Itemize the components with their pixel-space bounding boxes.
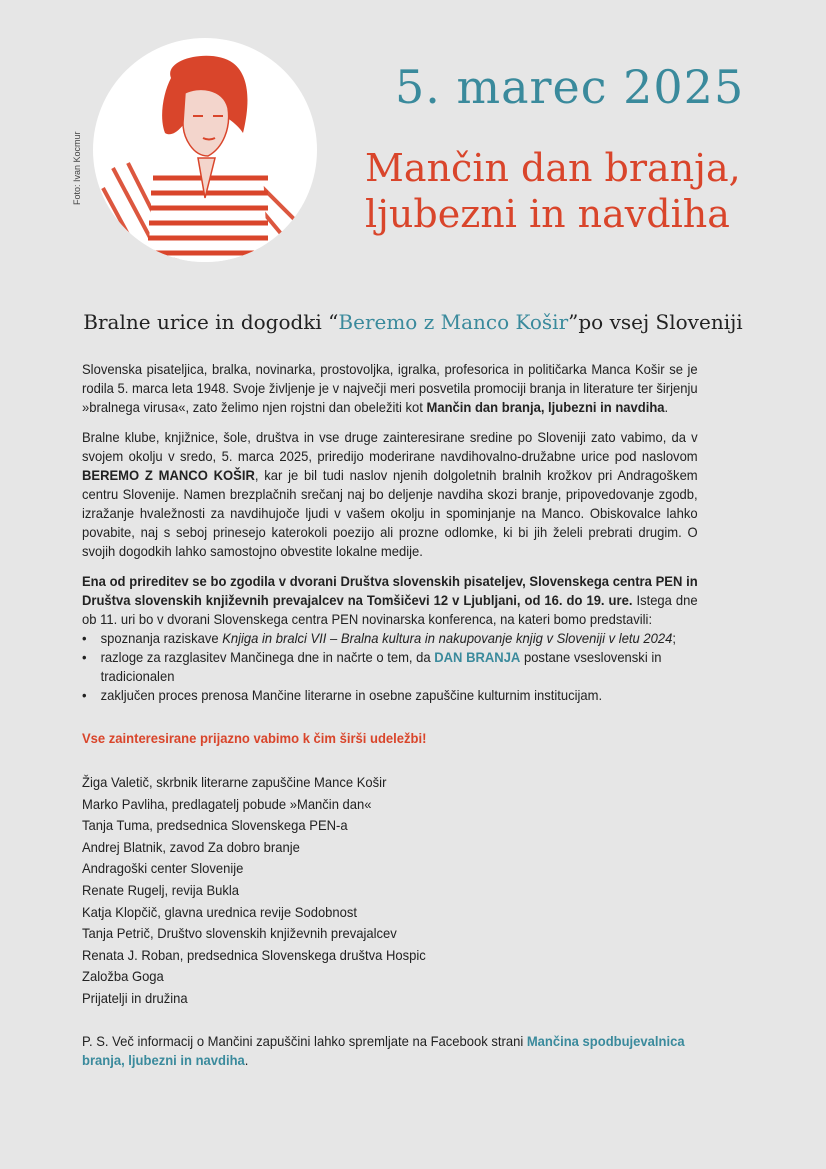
portrait-photo (93, 38, 317, 262)
list-item: • zaključen proces prenosa Mančine literarne in osebne zapuščine kulturnim institucijam. (97, 686, 698, 705)
signer-item: Marko Pavliha, predlagatelj pobude »Mančin dan« (82, 795, 372, 812)
intro-bold: Mančin dan branja, ljubezni in navdiha (426, 399, 665, 415)
signer-item: Prijatelji in družina (82, 989, 188, 1006)
ps-text: P. S. Več informacij o Mančini zapuščini lahko spremljate na Facebook strani (82, 1032, 527, 1049)
bullet-text: spoznanja raziskave (100, 630, 223, 646)
signers-list (82, 772, 698, 1010)
subtitle (0, 310, 826, 334)
intro-paragraph (82, 360, 698, 417)
ps-end: . (244, 1051, 249, 1068)
invitation-text-1: Bralne klube, knjižnice, šole, društva in vse druge zainteresirane sredine po Sloveniji zato vabimo, da v svojem okolju v sredo, 5. marca 2025, priredijo moderirane navdihovalno-družabne urice pod naslovom (82, 429, 698, 464)
intro-text: Slovenska pisateljica, bralka, novinarka, prostovoljka, igralka, profesorica in političarka Manca Košir se je rodila 5. marca leta 1948. Svoje življenje je v največji meri posvetila promociji branja in literature ter širjenju »bralnega virusa«, zato želimo njen rojstni dan obeležiti kot (82, 361, 698, 415)
signer-item: Renata J. Roban, predsednica Slovenskega društva Hospic (82, 946, 426, 963)
event-paragraph (82, 572, 698, 629)
conference-topics (82, 629, 698, 705)
subtitle-before: Bralne urice in dogodki “ (83, 310, 339, 334)
event-title (365, 145, 785, 238)
invite-line: Vse zainteresirane prijazno vabimo k čim širši udeležbi! (82, 730, 427, 746)
signer-item: Renate Rugelj, revija Bukla (82, 881, 240, 898)
signer-item: Andragoški center Slovenije (82, 860, 244, 877)
invitation-bold: BEREMO Z MANCO KOŠIR (82, 467, 255, 483)
research-title: Knjiga in bralci VII – Bralna kultura in nakupovanje knjig v Sloveniji v letu 2024 (222, 630, 673, 646)
invitation-text-2: , kar je bil tudi naslov njenih dolgoletnih bralnih krožkov pri Andragoškem centru Slovenije. Namen brezplačnih srečanj naj bo deljenje navdiha skozi branje, pripovedovanje zgodb, izražanje hvaležnosti za navdihujoče ljudi v vašem okolju in spominjanje na Manco. Obiskovalce lahko povabite, naj s seboj prinesejo katerokoli poezijo ali prozne odlomke, ki bi jih želeli prebrati drugim. O svojih dogodkih lahko samostojno obvestite lokalne medije. (82, 467, 698, 559)
facebook-page-link[interactable]: Mančina spodbujevalnica branja, ljubezni in navdiha (82, 1032, 685, 1068)
signer-item: Tanja Petrič, Društvo slovenskih književnih prevajalcev (82, 925, 397, 942)
ps-paragraph (82, 1032, 698, 1070)
list-item (97, 648, 698, 686)
event-date: 5. marec 2025 (395, 60, 745, 114)
dan-branja-highlight: DAN BRANJA (434, 649, 521, 665)
invitation-paragraph (82, 428, 698, 561)
signer-item: Žiga Valetič, skrbnik literarne zapuščine Mance Košir (82, 774, 387, 790)
signer-item: Katja Klopčič, glavna urednica revije Sodobnost (82, 903, 358, 920)
photo-credit: Foto: Ivan Kocmur (72, 131, 82, 205)
subtitle-after: ”po vsej Sloveniji (568, 310, 743, 334)
title-line-2: ljubezni in navdiha (365, 192, 730, 237)
list-item (97, 629, 698, 648)
signer-item: Založba Goga (82, 968, 164, 985)
main-content (82, 360, 698, 1081)
signer-item: Andrej Blatnik, zavod Za dobro branje (82, 838, 300, 855)
bullet-text: razloge za razglasitev Mančinega dne in načrte o tem, da (100, 649, 435, 665)
bullet-end: ; (672, 630, 676, 646)
intro-end: . (664, 399, 669, 415)
bullet-end: postane vseslovenski in tradicionalen (100, 649, 662, 684)
event-bold: Ena od prireditev se bo zgodila v dvorani Društva slovenskih pisateljev, Slovenskega centra PEN in Društva slovenskih književnih prevajalcev na Tomšičevi 12 v Ljubljani, od 16. do 19. ure. (82, 573, 698, 608)
title-line-1: Mančin dan branja, (365, 146, 741, 190)
subtitle-highlight: Beremo z Manco Košir (338, 310, 569, 334)
event-text: Istega dne ob 11. uri bo v dvorani Slovenskega centra PEN novinarska konferenca, na kateri bomo predstavili: (82, 592, 698, 627)
signer-item: Tanja Tuma, predsednica Slovenskega PEN-a (82, 817, 348, 834)
